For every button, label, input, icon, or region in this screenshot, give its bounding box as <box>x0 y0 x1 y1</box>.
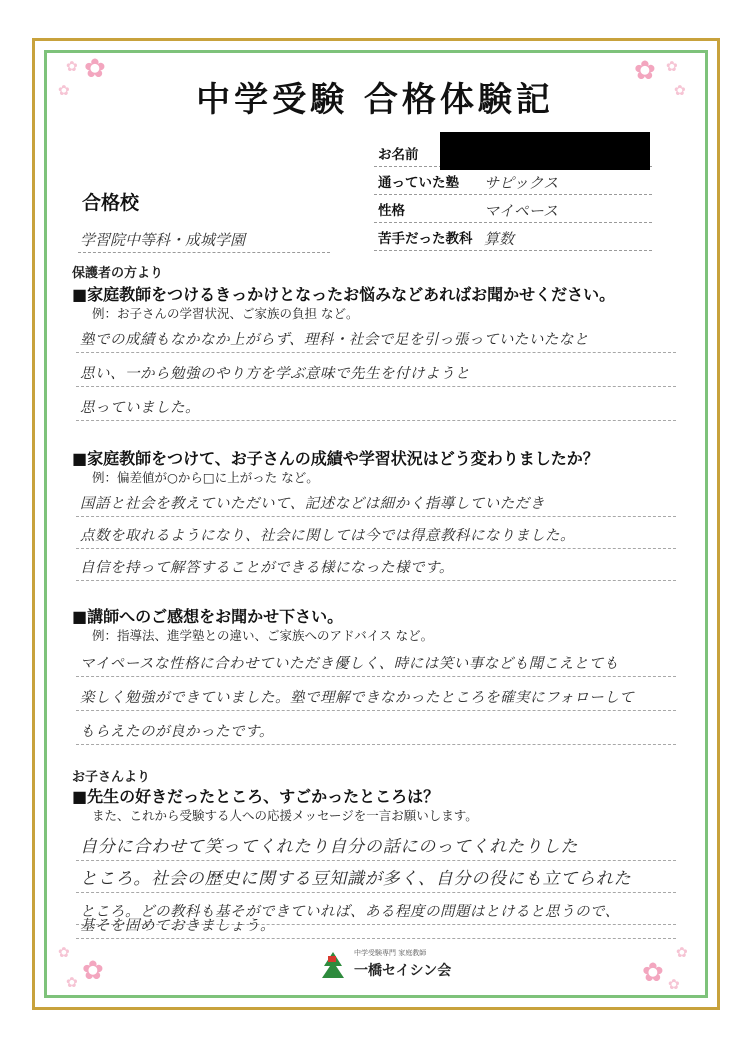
answer-text: ところ。社会の歴史に関する豆知識が多く、自分の役にも立てられた <box>80 869 632 889</box>
info-value: 算数 <box>484 230 515 248</box>
answer-text: マイペースな性格に合わせていただき優しく、時には笑い事なども聞こえとても <box>80 656 619 672</box>
flower-icon: ✿ <box>66 59 78 75</box>
flower-icon: ✿ <box>634 56 656 86</box>
answer-text: 楽しく勉強ができていました。塾で理解できなかったところを確実にフォローして <box>80 690 635 706</box>
passed-school-label: 合格校 <box>82 192 140 214</box>
passed-school-line <box>78 222 330 253</box>
flower-icon: ✿ <box>66 975 78 991</box>
info-row-weak-subject <box>374 224 652 251</box>
flower-icon: ✿ <box>82 956 104 986</box>
answer-line <box>76 642 676 677</box>
answer-line <box>76 710 676 745</box>
answer-text: 塾での成績もなかなか上がらず、理科・社会で足を引っ張っていたいたなと <box>80 332 589 348</box>
flower-icon: ✿ <box>666 59 678 75</box>
flower-icon: ✿ <box>668 977 680 993</box>
info-value: マイペース <box>484 202 558 220</box>
logo-tagline: 中学受験専門 家庭教師 <box>354 949 427 957</box>
logo-name: 一橋セイシン会 <box>354 963 452 979</box>
question-3-example: 例：指導法、進学塾との違い、ご家族へのアドバイス など。 <box>92 628 434 643</box>
info-label: 苦手だった教科 <box>378 231 473 247</box>
answer-line <box>76 676 676 711</box>
answer-line <box>76 858 676 893</box>
answer-line <box>76 352 676 387</box>
flower-icon: ✿ <box>58 83 70 99</box>
flower-icon: ✿ <box>58 945 70 961</box>
answer-line <box>76 482 676 517</box>
question-4-example: また、これから受験する人への応援メッセージを一言お願いします。 <box>92 808 478 823</box>
answer-line <box>76 514 676 549</box>
tree-logo-icon <box>318 950 348 980</box>
question-4-title: ■先生の好きだったところ、すごかったところは？ <box>72 787 440 806</box>
answer-text: ところ。どの教科も基そができていれば、ある程度の問題はとけると思うので、 <box>80 904 620 920</box>
redaction-bar <box>440 132 650 170</box>
answer-text: 思っていました。 <box>80 400 200 416</box>
passed-school-value: 学習院中等科・成城学園 <box>80 231 246 249</box>
answer-text: 点数を取れるようになり、社会に関しては今では得意教科になりました。 <box>80 528 575 544</box>
info-row-cram-school <box>374 168 652 195</box>
answer-text: 基そを固めておきましょう。 <box>80 918 275 934</box>
answer-text: 国語と社会を教えていただいて、記述などは細かく指導していただき <box>80 496 545 512</box>
info-row-personality <box>374 196 652 223</box>
answer-line <box>76 318 676 353</box>
child-caption: お子さんより <box>72 770 151 785</box>
info-label: 通っていた塾 <box>378 175 459 191</box>
flower-icon: ✿ <box>674 83 686 99</box>
flower-icon: ✿ <box>642 958 664 988</box>
question-1-example: 例：お子さんの学習状況、ご家族の負担 など。 <box>92 306 359 321</box>
answer-line <box>76 546 676 581</box>
company-logo <box>318 944 458 984</box>
question-3-title: ■講師へのご感想をお聞かせ下さい。 <box>72 607 344 626</box>
answer-line <box>76 914 676 939</box>
guardian-caption: 保護者の方より <box>72 266 164 281</box>
answer-line <box>76 826 676 861</box>
flower-icon: ✿ <box>84 54 106 84</box>
page-title: 中学受験 合格体験記 <box>196 80 554 120</box>
answer-text: 自分に合わせて笑ってくれたり自分の話にのってくれたりした <box>80 837 579 857</box>
flower-icon: ✿ <box>676 945 688 961</box>
question-2-title: ■家庭教師をつけて、お子さんの成績や学習状況はどう変わりましたか？ <box>72 449 599 468</box>
question-1-title: ■家庭教師をつけるきっかけとなったお悩みなどあればお聞かせください。 <box>72 285 616 304</box>
info-label: お名前 <box>378 147 419 163</box>
question-2-example: 例：偏差値が○から□に上がった など。 <box>92 470 319 485</box>
answer-text: 自信を持って解答することができる様になった様です。 <box>80 560 454 576</box>
answer-text: 思い、一から勉強のやり方を学ぶ意味で先生を付けようと <box>80 366 470 382</box>
answer-line <box>76 386 676 421</box>
info-value: サピックス <box>484 174 559 192</box>
info-label: 性格 <box>378 203 405 219</box>
answer-text: もらえたのが良かったです。 <box>80 724 274 740</box>
